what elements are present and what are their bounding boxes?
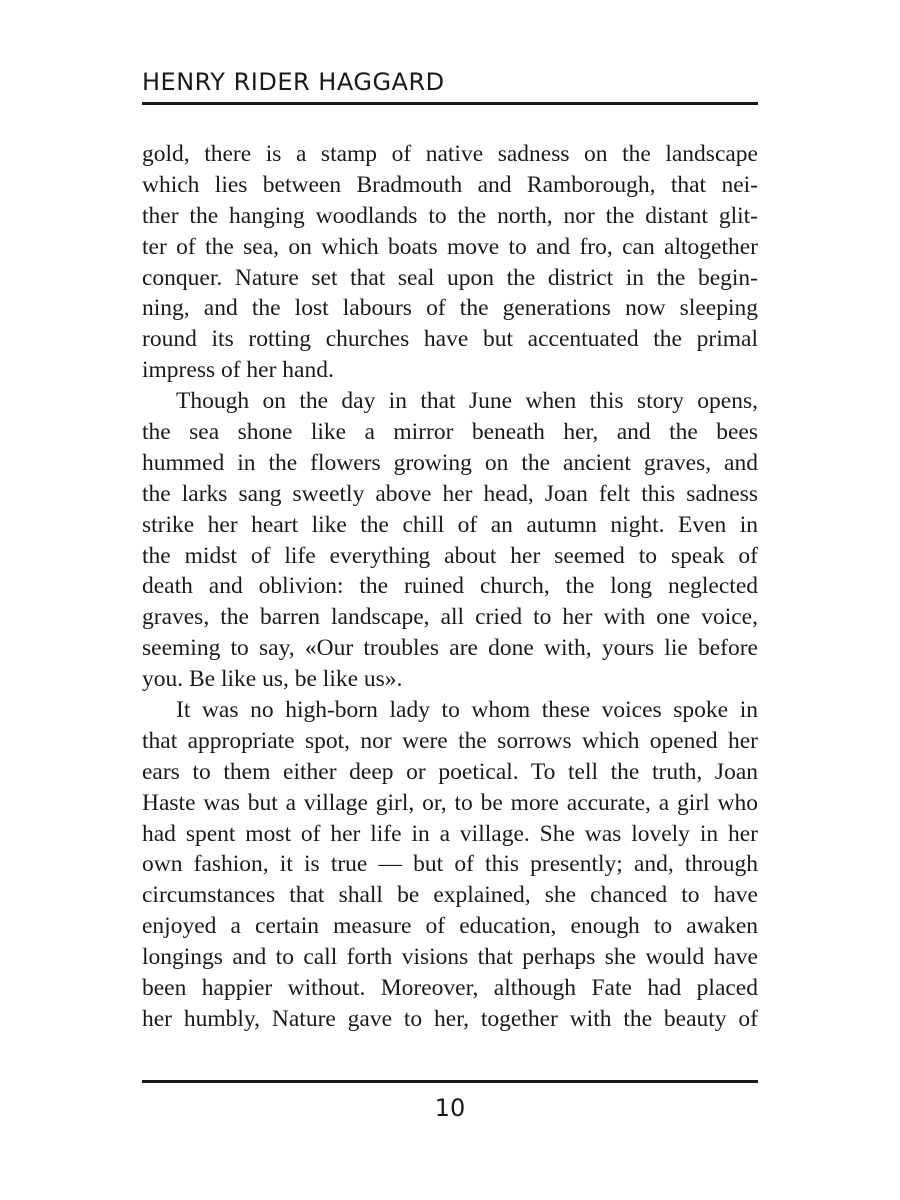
text-line: ter of the sea, on which boats move to and fro, can altogether bbox=[142, 233, 758, 260]
text-line: her humbly, Nature gave to her, together with the beauty of bbox=[142, 1005, 758, 1032]
text-line: the larks sang sweetly above her head, Joan felt this sadness bbox=[142, 480, 758, 507]
text-line: the sea shone like a mirror beneath her, and the bees bbox=[142, 419, 758, 446]
text-line: impress of her hand. bbox=[142, 357, 334, 384]
text-line: been happier without. Moreover, although Fate had placed bbox=[142, 975, 758, 1002]
text-line: It was no high-born lady to whom these voices spoke in bbox=[176, 697, 758, 724]
text-line: circumstances that shall be explained, she chanced to have bbox=[142, 882, 758, 909]
text-line: conquer. Nature set that seal upon the district in the begin- bbox=[142, 264, 758, 291]
text-line: strike her heart like the chill of an autumn night. Even in bbox=[142, 511, 758, 538]
text-line: ning, and the lost labours of the generations now sleeping bbox=[142, 295, 758, 322]
text-line: that appropriate spot, nor were the sorrows which opened her bbox=[142, 727, 758, 754]
text-line: seeming to say, «Our troubles are done with, yours lie before bbox=[142, 635, 758, 662]
running-header bbox=[142, 68, 758, 105]
text-line: death and oblivion: the ruined church, the long neglected bbox=[142, 573, 758, 600]
text-line: hummed in the flowers growing on the ancient graves, and bbox=[142, 449, 758, 476]
footer-rule bbox=[142, 1080, 758, 1083]
body-text bbox=[142, 139, 758, 1035]
running-header-title: HENRY RIDER HAGGARD bbox=[142, 68, 445, 96]
text-line: longings and to call forth visions that perhaps she would have bbox=[142, 944, 758, 971]
page-number: 10 bbox=[434, 1094, 466, 1122]
text-line: round its rotting churches have but accentuated the primal bbox=[142, 326, 758, 353]
text-line: own fashion, it is true — but of this presently; and, through bbox=[142, 851, 758, 878]
text-line: ears to them either deep or poetical. To tell the truth, Joan bbox=[142, 758, 758, 785]
text-line: had spent most of her life in a village. She was lovely in her bbox=[142, 820, 758, 847]
text-line: ther the hanging woodlands to the north, nor the distant glit- bbox=[142, 202, 758, 229]
text-line: which lies between Bradmouth and Ramborough, that nei- bbox=[142, 171, 758, 198]
text-line: Though on the day in that June when this story opens, bbox=[176, 388, 758, 415]
text-line: gold, there is a stamp of native sadness on the landscape bbox=[142, 141, 758, 167]
text-line: enjoyed a certain measure of education, enough to awaken bbox=[142, 913, 758, 940]
text-line: the midst of life everything about her seemed to speak of bbox=[142, 542, 758, 569]
text-line: Haste was but a village girl, or, to be more accurate, a girl who bbox=[142, 789, 758, 816]
text-line: you. Be like us, be like us». bbox=[142, 666, 403, 693]
text-line: graves, the barren landscape, all cried to her with one voice, bbox=[142, 604, 758, 631]
